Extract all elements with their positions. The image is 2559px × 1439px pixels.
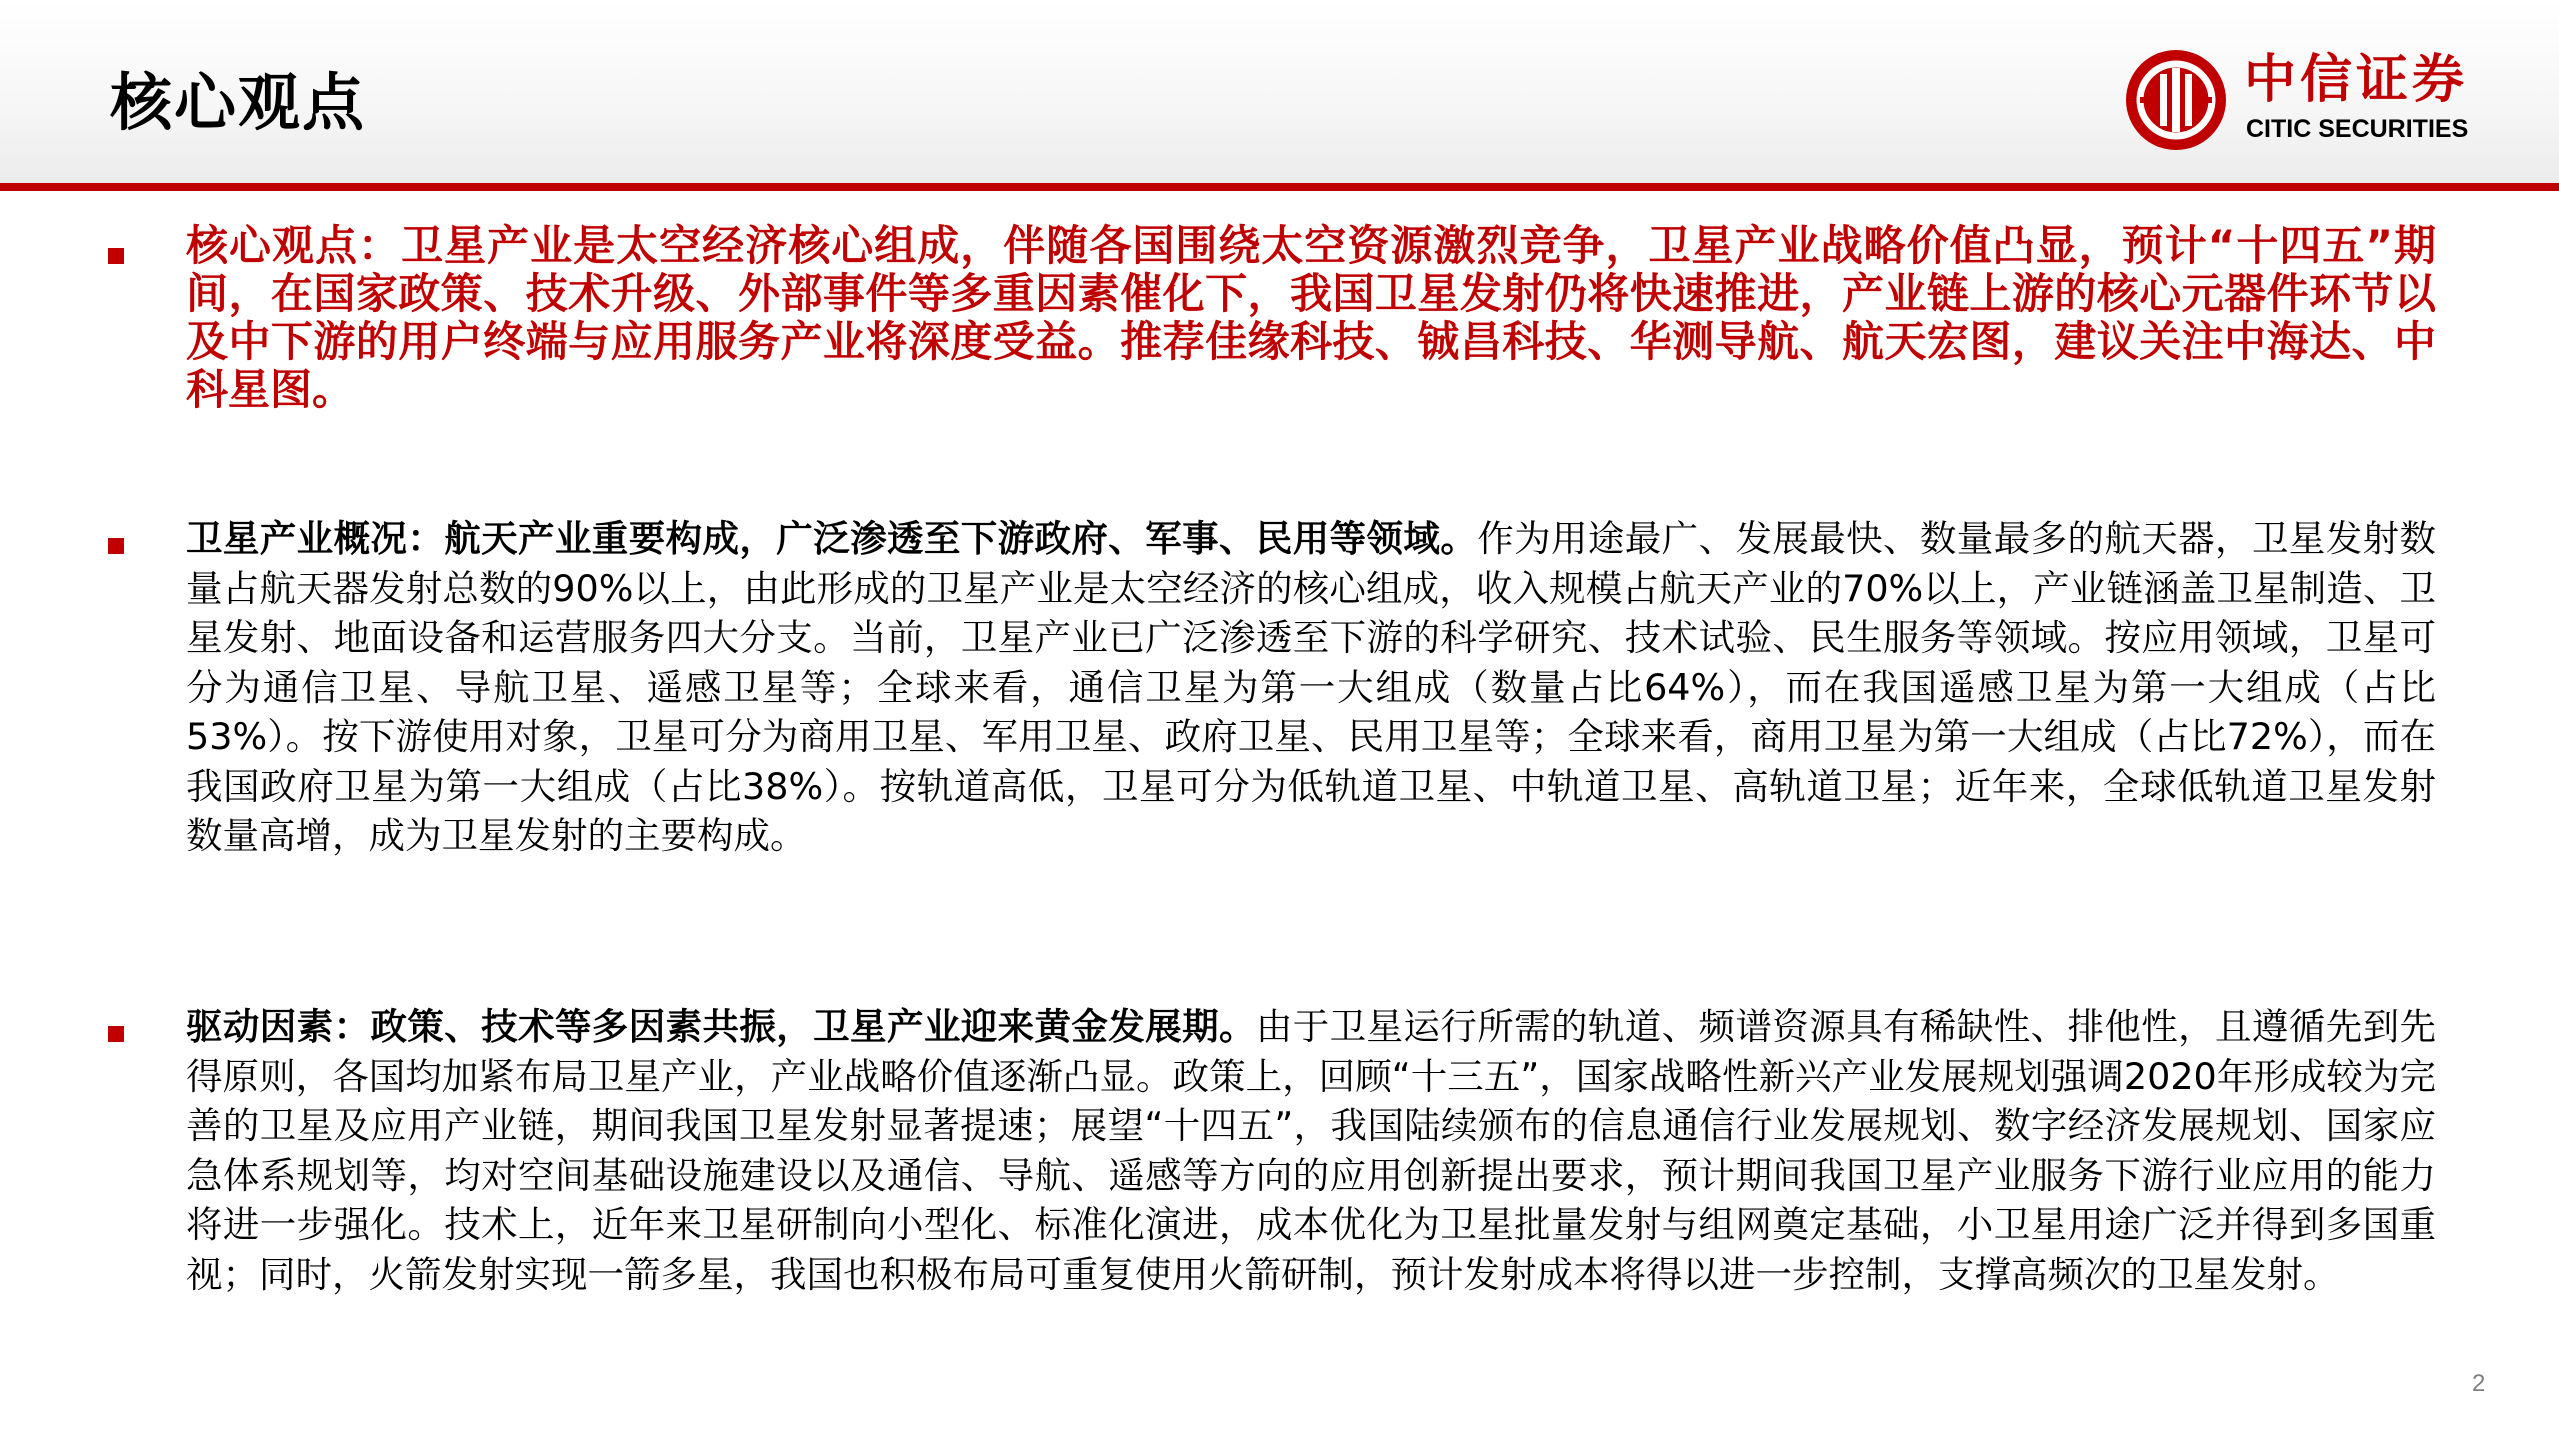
citic-logo-icon — [2122, 46, 2230, 154]
key-point-lead: 驱动因素：政策、技术等多因素共振，卫星产业迎来黄金发展期。 — [186, 1005, 1256, 1048]
logo-name-en: CITIC SECURITIES — [2246, 115, 2469, 143]
key-point-body: 由于卫星运行所需的轨道、频谱资源具有稀缺性、排他性，且遵循先到先得原则，各国均加紧布局卫星产业，产业战略价值逐渐凸显。政策上，回顾“十三五”，国家战略性新兴产业发展规划强调2020年形成较为完善的卫星及应用产业链，期间我国卫星发射显著提速；展望“十四五”，我国陆续颁布的信息通信行业发展规划、数字经济发展规划、国家应急体系规划等，均对空间基础设施建设以及通信、导航、遥感等方向的应用创新提出要求，预计期间我国卫星产业服务下游行业应用的能力将进一步强化。技术上，近年来卫星研制向小型化、标准化演进，成本优化为卫星批量发射与组网奠定基础，小卫星用途广泛并得到多国重视；同时，火箭发射实现一箭多星，我国也积极布局可重复使用火箭研制，预计发射成本将得以进一步控制，支撑高频次的卫星发射。 — [186, 1005, 2437, 1296]
bullet-square-icon — [108, 1026, 124, 1042]
page-title: 核心观点 — [110, 66, 367, 139]
key-point-text — [186, 514, 2436, 861]
key-point-body: 核心观点：卫星产业是太空经济核心组成，伴随各国围绕太空资源激烈竞争，卫星产业战略价值凸显，预计“十四五”期间，在国家政策、技术升级、外部事件等多重因素催化下，我国卫星发射仍将快速推进，产业链上游的核心元器件环节以及中下游的用户终端与应用服务产业将深度受益。推荐佳缘科技、铖昌科技、华测导航、航天宏图，建议关注中海达、中科星图。 — [186, 221, 2436, 414]
bullet-square-icon — [108, 538, 124, 554]
key-point-body: 作为用途最广、发展最快、数量最多的航天器，卫星发射数量占航天器发射总数的90%以上，由此形成的卫星产业是太空经济的核心组成，收入规模占航天产业的70%以上，产业链涵盖卫星制造、卫星发射、地面设备和运营服务四大分支。当前，卫星产业已广泛渗透至下游的科学研究、技术试验、民生服务等领域。按应用领域，卫星可分为通信卫星、导航卫星、遥感卫星等；全球来看，通信卫星为第一大组成（数量占比64%），而在我国遥感卫星为第一大组成（占比53%）。按下游使用对象，卫星可分为商用卫星、军用卫星、政府卫星、民用卫星等；全球来看，商用卫星为第一大组成（占比72%），而在我国政府卫星为第一大组成（占比38%）。按轨道高低，卫星可分为低轨道卫星、中轨道卫星、高轨道卫星；近年来，全球低轨道卫星发射数量高增，成为卫星发射的主要构成。 — [186, 517, 2437, 857]
key-point-lead: 卫星产业概况：航天产业重要构成，广泛渗透至下游政府、军事、民用等领域。 — [186, 517, 1478, 560]
key-point-text — [186, 1002, 2436, 1299]
bullet-square-icon — [108, 248, 124, 264]
citic-logo — [2122, 46, 2482, 156]
key-point-text — [186, 222, 2436, 414]
logo-name-cn: 中信证券 — [2244, 50, 2469, 110]
slide-header — [0, 0, 2559, 183]
page-number: 2 — [2472, 1370, 2486, 1397]
header-divider — [0, 183, 2559, 191]
